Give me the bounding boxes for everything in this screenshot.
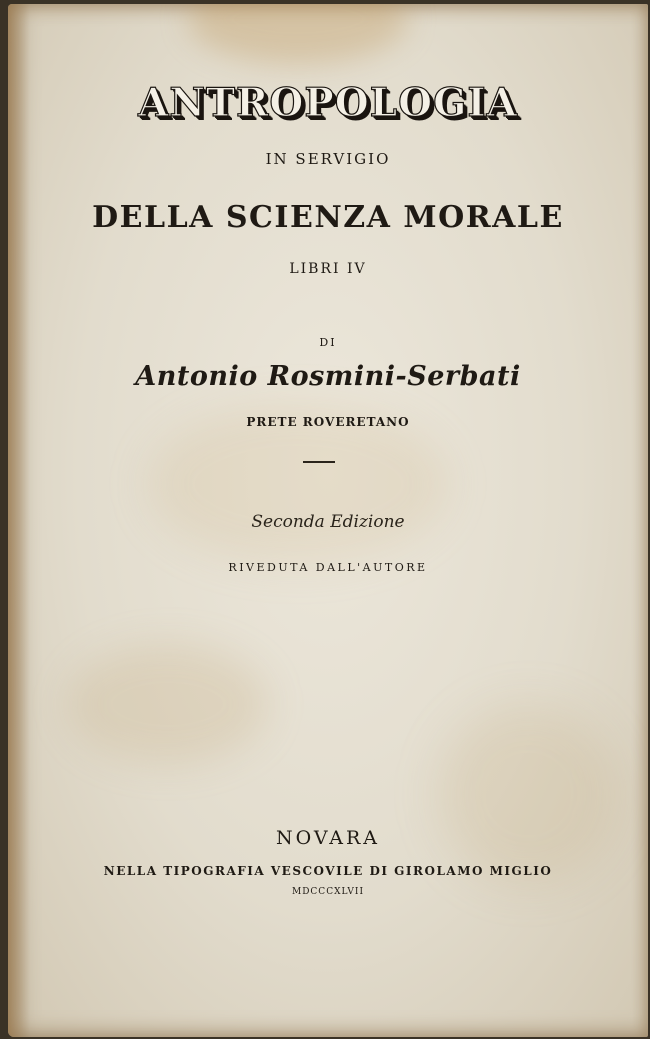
foxing-stain [438, 704, 618, 884]
by-label: DI [319, 336, 337, 349]
book-title: ANTROPOLOGIA [138, 80, 518, 126]
title-page [8, 4, 648, 1037]
imprint-printer: NELLA TIPOGRAFIA VESCOVILE DI GIROLAMO MIGLIO [103, 864, 553, 878]
author-title: PRETE ROVERETANO [246, 415, 410, 429]
imprint-year: MDCCCXLVII [291, 887, 364, 897]
edition-label: Seconda Edizione [251, 512, 405, 532]
divider-rule [303, 461, 335, 463]
revision-note: RIVEDUTA DALL'AUTORE [228, 561, 428, 574]
foxing-stain [188, 4, 408, 64]
subtitle-line: IN SERVIGIO [265, 150, 391, 168]
imprint-city: NOVARA [275, 827, 381, 849]
author-name: Antonio Rosmini-Serbati [135, 361, 521, 392]
volume-count: LIBRI IV [289, 261, 367, 277]
foxing-stain [68, 644, 268, 764]
subtitle-main: DELLA SCIENZA MORALE [92, 200, 564, 235]
